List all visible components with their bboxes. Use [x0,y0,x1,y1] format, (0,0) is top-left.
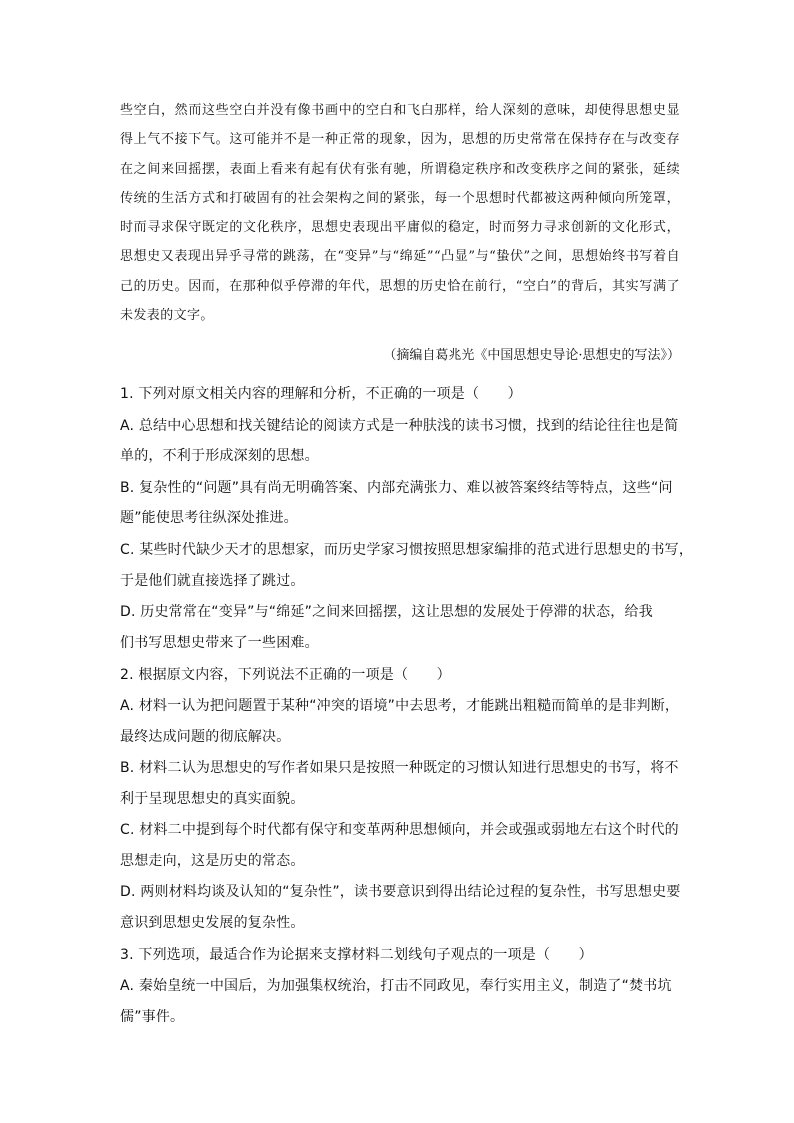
question-2-option-c-line-2: 思想走向，这是历史的常态。 [120,853,305,869]
question-2-option-a-line-2: 最终达成问题的彻底解决。 [120,729,291,745]
question-3-option-a-line-1: A. 秦始皇统一中国后，为加强集权统治，打击不同政见，奉行实用主义，制造了“焚书坑 [120,978,672,994]
question-1-option-d-line-2: 们书写思想史带来了一些困难。 [120,635,319,651]
question-2-option-a-line-1: A. 材料一认为把问题置于某种“冲突的语境”中去思考，才能跳出粗糙而简单的是非判断， [120,698,680,714]
question-1-option-a-line-2: 单的，不利于形成深刻的思想。 [120,448,319,464]
question-3-stem: 3. 下列选项，最适合作为论据来支撑材料二划线句子观点的一项是（ ） [120,947,593,963]
question-2-option-b-line-1: B. 材料二认为思想史的写作者如果只是按照一种既定的习惯认知进行思想史的书写，将不 [120,760,679,776]
question-1-stem: 1. 下列对原文相关内容的理解和分析，不正确的一项是（ ） [120,386,522,402]
question-2-option-d-line-1: D. 两则材料均谈及认知的“复杂性”，读书要意识到得出结论过程的复杂性，书写思想史要 [120,884,681,900]
question-2-option-d-line-2: 意识到思想史发展的复杂性。 [120,915,305,931]
question-1-option-c-line-1: C. 某些时代缺少天才的思想家，而历史学家习惯按照思想家编排的范式进行思想史的书写， [120,542,694,558]
question-2-stem: 2. 根据原文内容，下列说法不正确的一项是（ ） [120,667,451,683]
question-1-option-b-line-1: B. 复杂性的“问题”具有尚无明确答案、内部充满张力、难以被答案终结等特点，这些“问 [120,480,673,496]
passage-text: 些空白，然而这些空白并没有像书画中的空白和飞白那样，给人深刻的意味，却使得思想史显得上气不接下气。这可能并不是一种正常的现象，因为，思想的历史常常在保持存在与改变存在之间来回摇摆，表面上看来有起有伏有张有驰，所谓稳定秩序和改变秩序之间的紧张，延续传统的生活方式和打破固有的社会架构之间的紧张，每一个思想时代都被这两种倾向所笼罩，时而寻求保守既定的文化秩序，思想史表现出平庸似的稳定，时而努力寻求创新的文化形式，思想史又表现出异乎寻常的跳荡，在“变异”与“绵延”“凸显”与“蛰伏”之间，思想始终书写着自己的历史。因而，在那种似乎停滞的年代，思想的历史恰在前行，“空白”的背后，其实写满了未发表的文字。 [120,103,680,324]
passage-source: （摘编自葛兆光《中国思想史导论·思想史的写法》） [383,348,680,363]
question-1-option-a-line-1: A. 总结中心思想和找关键结论的阅读方式是一种肤浅的读书习惯，找到的结论往往也是简 [120,418,679,434]
question-1-option-b-line-2: 题”能使思考往纵深处推进。 [120,510,298,526]
question-1-option-c-line-2: 于是他们就直接选择了跳过。 [120,573,305,589]
question-2-option-c-line-1: C. 材料二中提到每个时代都有保守和变革两种思想倾向，并会或强或弱地左右这个时代的 [120,822,679,838]
question-1-option-d-line-1: D. 历史常常在“变异”与“绵延”之间来回摇摆，这让思想的发展处于停滞的状态，给我 [120,604,653,620]
question-2-option-b-line-2: 利于呈现思想史的真实面貌。 [120,791,305,807]
question-3-option-a-line-2: 儒”事件。 [120,1009,185,1025]
